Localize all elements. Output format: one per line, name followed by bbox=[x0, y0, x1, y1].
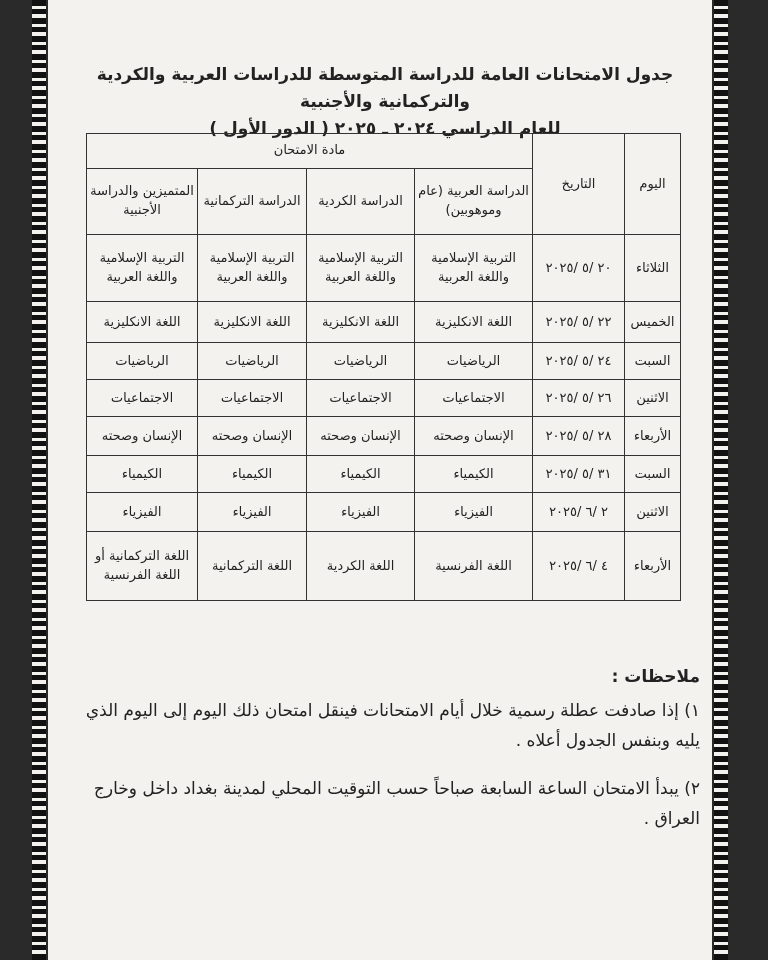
cell-arabic: اللغة الفرنسية bbox=[415, 532, 533, 601]
note-item-1: ١) إذا صادفت عطلة رسمية خلال أيام الامتحانات فينقل امتحان ذلك اليوم إلى اليوم الذي يليه وبنفس الجدول أعلاه . bbox=[85, 701, 700, 751]
cell-day: الأربعاء bbox=[625, 417, 681, 456]
cell-kurdish: الرياضيات bbox=[307, 343, 415, 380]
notes-heading: ملاحظات : bbox=[611, 667, 700, 687]
cell-kurdish: الفيزياء bbox=[307, 493, 415, 532]
note-item-2: ٢) يبدأ الامتحان الساعة السابعة صباحاً حسب التوقيت المحلي لمدينة بغداد داخل وخارج العراق . bbox=[93, 779, 700, 829]
cell-date: ٣١ /٥ /٢٠٢٥ bbox=[533, 456, 625, 493]
cell-day: الثلاثاء bbox=[625, 235, 681, 302]
notes-section bbox=[70, 662, 700, 834]
cell-foreign: الرياضيات bbox=[87, 343, 198, 380]
table-row bbox=[87, 380, 681, 417]
cell-arabic: الكيمياء bbox=[415, 456, 533, 493]
cell-day: الأربعاء bbox=[625, 532, 681, 601]
header-date: التاريخ bbox=[533, 134, 625, 235]
cell-foreign: الاجتماعيات bbox=[87, 380, 198, 417]
table-row bbox=[87, 343, 681, 380]
cell-kurdish: التربية الإسلامية واللغة العربية bbox=[307, 235, 415, 302]
title-line-1: جدول الامتحانات العامة للدراسة المتوسطة للدراسات العربية والكردية والتركمانية والأجنبية bbox=[96, 65, 674, 112]
table-row bbox=[87, 493, 681, 532]
cell-date: ٢٤ /٥ /٢٠٢٥ bbox=[533, 343, 625, 380]
cell-foreign: التربية الإسلامية واللغة العربية bbox=[87, 235, 198, 302]
header-foreign: المتميزين والدراسة الأجنبية bbox=[87, 168, 198, 234]
cell-date: ٢٢ /٥ /٢٠٢٥ bbox=[533, 302, 625, 343]
table-row bbox=[87, 417, 681, 456]
header-row-1 bbox=[87, 134, 681, 169]
cell-date: ٢ /٦ /٢٠٢٥ bbox=[533, 493, 625, 532]
header-subject-group: مادة الامتحان bbox=[87, 134, 533, 169]
cell-kurdish: الاجتماعيات bbox=[307, 380, 415, 417]
cell-arabic: الفيزياء bbox=[415, 493, 533, 532]
cell-date: ٢٨ /٥ /٢٠٢٥ bbox=[533, 417, 625, 456]
document-title bbox=[60, 62, 710, 143]
cell-date: ٢٦ /٥ /٢٠٢٥ bbox=[533, 380, 625, 417]
table-row bbox=[87, 456, 681, 493]
cell-arabic: الإنسان وصحته bbox=[415, 417, 533, 456]
cell-turkmen: الإنسان وصحته bbox=[198, 417, 307, 456]
cell-turkmen: التربية الإسلامية واللغة العربية bbox=[198, 235, 307, 302]
cell-kurdish: الكيمياء bbox=[307, 456, 415, 493]
cell-foreign: الفيزياء bbox=[87, 493, 198, 532]
table-row bbox=[87, 532, 681, 601]
cell-date: ٤ /٦ /٢٠٢٥ bbox=[533, 532, 625, 601]
cell-day: الاثنين bbox=[625, 380, 681, 417]
header-kurdish: الدراسة الكردية bbox=[307, 168, 415, 234]
cell-kurdish: اللغة الكردية bbox=[307, 532, 415, 601]
exam-schedule-table bbox=[86, 133, 681, 601]
table-row bbox=[87, 235, 681, 302]
cell-day: السبت bbox=[625, 456, 681, 493]
cell-kurdish: الإنسان وصحته bbox=[307, 417, 415, 456]
header-arabic: الدراسة العربية (عام وموهوبين) bbox=[415, 168, 533, 234]
cell-foreign: اللغة التركمانية أو اللغة الفرنسية bbox=[87, 532, 198, 601]
cell-turkmen: اللغة التركمانية bbox=[198, 532, 307, 601]
cell-date: ٢٠ /٥ /٢٠٢٥ bbox=[533, 235, 625, 302]
cell-day: الخميس bbox=[625, 302, 681, 343]
cell-foreign: الكيمياء bbox=[87, 456, 198, 493]
title-line-2: للعام الدراسي ٢٠٢٤ ـ ٢٠٢٥ ( الدور الأول ) bbox=[209, 119, 561, 139]
cell-turkmen: الفيزياء bbox=[198, 493, 307, 532]
cell-turkmen: الكيمياء bbox=[198, 456, 307, 493]
cell-turkmen: اللغة الانكليزية bbox=[198, 302, 307, 343]
header-turkmen: الدراسة التركمانية bbox=[198, 168, 307, 234]
cell-turkmen: الرياضيات bbox=[198, 343, 307, 380]
cell-foreign: اللغة الانكليزية bbox=[87, 302, 198, 343]
cell-day: السبت bbox=[625, 343, 681, 380]
decorative-border-right bbox=[714, 0, 728, 960]
cell-arabic: الرياضيات bbox=[415, 343, 533, 380]
cell-turkmen: الاجتماعيات bbox=[198, 380, 307, 417]
cell-arabic: التربية الإسلامية واللغة العربية bbox=[415, 235, 533, 302]
cell-arabic: الاجتماعيات bbox=[415, 380, 533, 417]
cell-day: الاثنين bbox=[625, 493, 681, 532]
header-day: اليوم bbox=[625, 134, 681, 235]
cell-foreign: الإنسان وصحته bbox=[87, 417, 198, 456]
cell-arabic: اللغة الانكليزية bbox=[415, 302, 533, 343]
table-row bbox=[87, 302, 681, 343]
decorative-border-left bbox=[32, 0, 46, 960]
cell-kurdish: اللغة الانكليزية bbox=[307, 302, 415, 343]
